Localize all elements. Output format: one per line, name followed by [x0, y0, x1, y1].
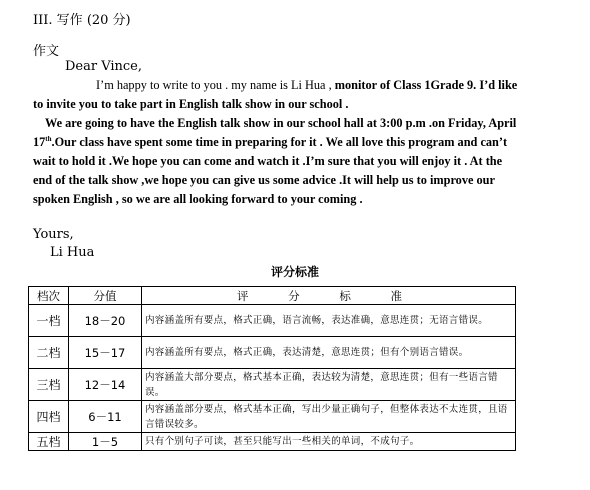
letter-date-suffix: th — [45, 134, 52, 143]
row-description: 只有个别句子可读，甚至只能写出一些相关的单词，不成句子。 — [142, 433, 516, 451]
letter-line-2: to invite you to take part in English talk show in our school . — [33, 97, 349, 111]
row-description: 内容涵盖部分要点，格式基本正确，写出少量正确句子，但整体表达不太连贯，且语言错误较多。 — [142, 401, 516, 433]
letter-line-4-text: .Our class have spent some time in preparing for it . We all love this program and can’t — [51, 135, 508, 149]
letter-salutation: Dear Vince, — [65, 59, 143, 74]
row-description: 内容涵盖所有要点，格式正确，语言流畅，表达准确，意思连贯；无语言错误。 — [142, 305, 516, 337]
section-title: III. 写作 — [33, 13, 83, 28]
row-level: 四档 — [29, 401, 69, 433]
row-score: 12－14 — [69, 369, 142, 401]
letter-line-3: We are going to have the English talk show in our school hall at 3:00 p.m .on Friday, April — [45, 116, 517, 130]
letter-line-5: wait to hold it .We hope you can come and watch it .I’m sure that you will enjoy it . At the — [33, 154, 503, 168]
header-level: 档次 — [29, 287, 69, 305]
letter-line-1-bold: monitor of Class 1Grade 9. I’d like — [331, 78, 518, 92]
row-level: 二档 — [29, 337, 69, 369]
row-score: 18－20 — [69, 305, 142, 337]
rubric-table — [28, 286, 516, 451]
rubric-row — [29, 401, 516, 433]
rubric-row — [29, 305, 516, 337]
header-score: 分值 — [69, 287, 142, 305]
letter-line-7: spoken English , so we are all looking forward to your coming . — [33, 192, 363, 206]
row-level: 一档 — [29, 305, 69, 337]
row-score: 6－11 — [69, 401, 142, 433]
rubric-title: 评分标准 — [270, 265, 319, 279]
letter-line-4 — [33, 135, 507, 150]
row-score: 15－17 — [69, 337, 142, 369]
task-label: 作文 — [33, 44, 60, 59]
row-level: 三档 — [29, 369, 69, 401]
row-score: 1－5 — [69, 433, 142, 451]
row-description: 内容涵盖大部分要点，格式基本正确，表达较为清楚，意思连贯；但有一些语言错误。 — [142, 369, 516, 401]
section-heading — [33, 9, 131, 28]
letter-closing: Yours, — [33, 227, 74, 242]
letter-line-6: end of the talk show ,we hope you can give us some advice .It will help us to improve our — [33, 173, 495, 187]
letter-line-1 — [96, 78, 517, 93]
letter-line-1-normal: I’m happy to write to you . my name is Li Hua , — [96, 78, 332, 92]
row-description: 内容涵盖所有要点，格式正确，表达清楚，意思连贯；但有个别语言错误。 — [142, 337, 516, 369]
letter-signature: Li Hua — [50, 245, 95, 260]
rubric-row — [29, 337, 516, 369]
rubric-header-row — [29, 287, 516, 305]
rubric-row — [29, 433, 516, 451]
header-criteria: 评 分 标 准 — [142, 287, 516, 305]
rubric-row — [29, 369, 516, 401]
letter-date-day: 17 — [33, 135, 46, 149]
section-points: (20 分) — [86, 13, 131, 28]
row-level: 五档 — [29, 433, 69, 451]
